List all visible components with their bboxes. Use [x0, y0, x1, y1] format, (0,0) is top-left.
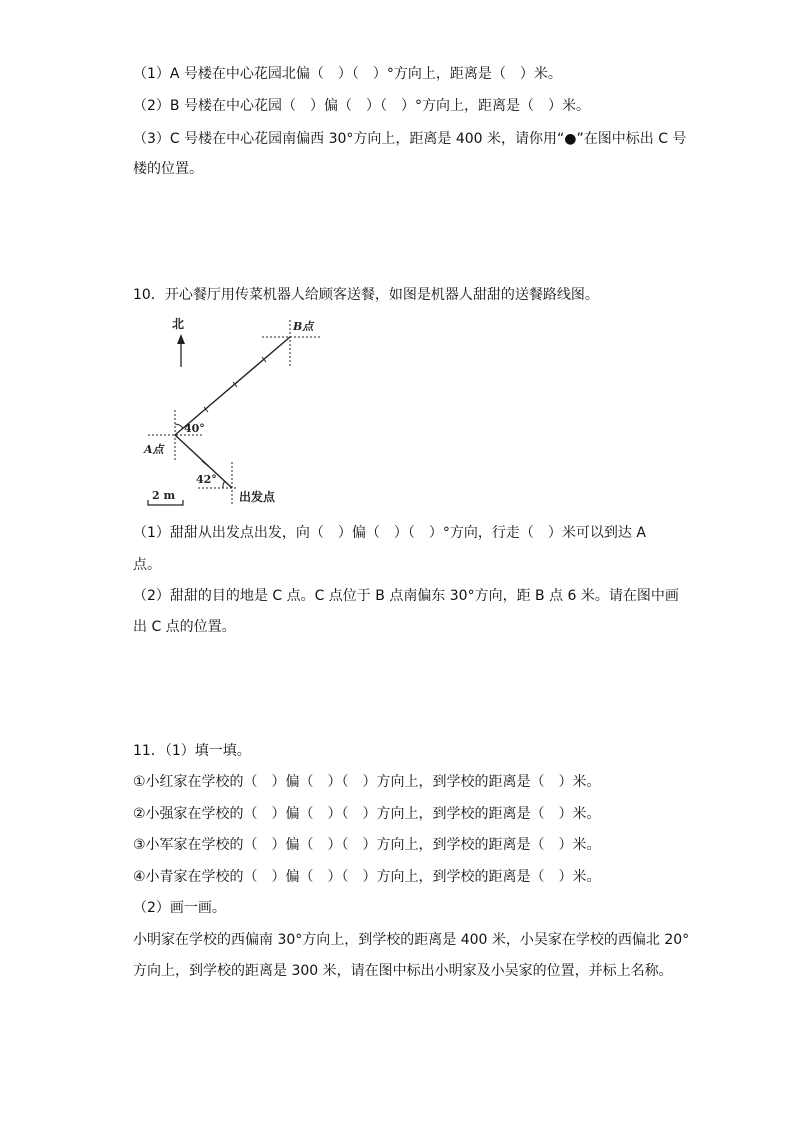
- q11-item-3: ③小军家在学校的（ ）偏（ ）（ ）方向上，到学校的距离是（ ）米。: [133, 837, 601, 853]
- angle-a-label: 40°: [184, 422, 205, 435]
- north-label: 北: [172, 317, 185, 331]
- q9-item-3-line-2: 楼的位置。: [133, 161, 203, 177]
- q9-item-2: （2）B 号楼在中心花园（ ）偏（ ）（ ）°方向上，距离是（ ）米。: [133, 98, 590, 114]
- robot-route-diagram: [128, 312, 328, 512]
- start-point-label: 出发点: [239, 490, 276, 504]
- q11-part-2-line-2: 方向上，到学校的距离是 300 米，请在图中标出小明家及小吴家的位置，并标上名称。: [133, 963, 673, 979]
- angle-arc-a: [175, 424, 183, 428]
- q9-item-3-line-1: （3）C 号楼在中心花园南偏西 30°方向上，距离是 400 米，请你用“●”在图中标出 C 号: [133, 131, 687, 147]
- north-arrow-head: [177, 334, 185, 344]
- q10-item-1-line-1: （1）甜甜从出发点出发，向（ ）偏（ ）（ ）°方向，行走（ ）米可以到达 A: [133, 525, 646, 541]
- q10-item-1-line-2: 点。: [133, 557, 161, 573]
- route-tick-marks: [202, 357, 266, 466]
- q11-item-1: ①小红家在学校的（ ）偏（ ）（ ）方向上，到学校的距离是（ ）米。: [133, 774, 601, 790]
- q11-part-2-line-1: 小明家在学校的西偏南 30°方向上，到学校的距离是 400 米，小吴家在学校的西偏北 20°: [133, 932, 690, 948]
- q11-item-4: ④小青家在学校的（ ）偏（ ）（ ）方向上，到学校的距离是（ ）米。: [133, 869, 601, 885]
- angle-arc-start: [223, 481, 225, 488]
- point-a-label: A点: [144, 443, 164, 456]
- q11-part-2-label: （2）画一画。: [133, 900, 226, 916]
- q9-item-1: （1）A 号楼在中心花园北偏（ ）（ ）°方向上，距离是（ ）米。: [133, 66, 562, 82]
- point-b-label: B点: [293, 320, 314, 333]
- q11-item-2: ②小强家在学校的（ ）偏（ ）（ ）方向上，到学校的距离是（ ）米。: [133, 806, 601, 822]
- q10-item-2-line-1: （2）甜甜的目的地是 C 点。C 点位于 B 点南偏东 30°方向，距 B 点 6 米。请在图中画: [133, 588, 679, 604]
- q10-stem: 10．开心餐厅用传菜机器人给顾客送餐，如图是机器人甜甜的送餐路线图。: [133, 287, 599, 303]
- angle-start-label: 42°: [196, 473, 217, 486]
- route-a-to-b: [175, 337, 290, 435]
- q11-stem: 11．（1）填一填。: [133, 743, 251, 759]
- q10-item-2-line-2: 出 C 点的位置。: [133, 619, 236, 635]
- scale-label: 2 m: [152, 489, 176, 502]
